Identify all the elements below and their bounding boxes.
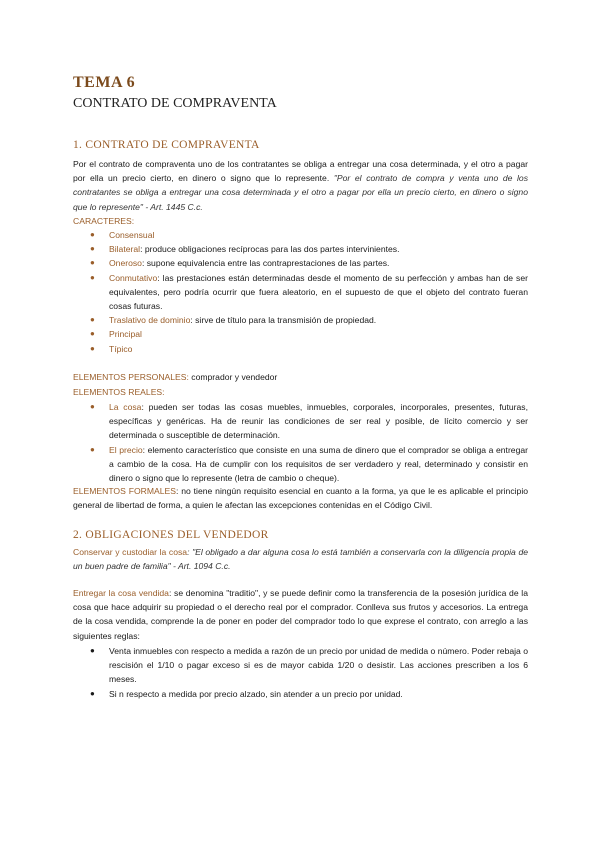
- list-item-term: Principal: [109, 329, 142, 340]
- list-item-desc: : pueden ser todas las cosas muebles, inmuebles, corporales, incorporales, presentes, futuras, específicas y genéricas. Ha de reunir las condiciones de ser real y posible, de lícito comercio y ser determinada o susceptible de determinación.: [109, 402, 528, 441]
- list-item-term: Conmutativo: [109, 272, 158, 283]
- list-item-term: Consensual: [109, 230, 155, 240]
- list-item-term: Bilateral: [109, 244, 141, 255]
- reglas-list: [73, 644, 528, 701]
- list-item: [73, 256, 528, 270]
- elementos-personales-text: comprador y vendedor: [191, 372, 278, 382]
- bullet-icon: ●: [90, 258, 95, 268]
- intro-citation: "Por el contrato de compra y venta uno de los contratantes se obliga a entregar una cosa determinada y el otro a pagar por ella un precio cierto, en dinero o signo que lo represente" - Art. 1445 C.c.: [73, 173, 528, 212]
- section-1-intro: [73, 157, 528, 214]
- conservar-label: Conservar y custodiar la cosa: [73, 547, 188, 557]
- entregar-label: Entregar la cosa vendida: [73, 588, 169, 598]
- list-item-term: El precio: [109, 444, 143, 455]
- list-item: [73, 687, 528, 701]
- bullet-icon: ●: [90, 272, 95, 282]
- list-item: [73, 443, 528, 486]
- list-item: [73, 313, 528, 327]
- elementos-formales: [73, 484, 528, 512]
- elementos-reales-label: ELEMENTOS REALES:: [73, 387, 165, 397]
- list-item-desc: : sirve de título para la transmisión de propiedad.: [190, 315, 377, 326]
- list-item-text: Venta inmuebles con respecto a medida a razón de un precio por unidad de medida o número. Poder rebaja o rescisión el 1/10 o pagar exceso si es de mayor cabida 1/20 o desistir. Las acciones prescriben a los 6 meses.: [109, 646, 528, 685]
- list-item-term: Típico: [109, 343, 133, 354]
- bullet-icon: ●: [90, 688, 95, 698]
- elementos-personales: [73, 370, 528, 384]
- elementos-reales-list: [73, 400, 528, 485]
- section-1-heading: 1. CONTRATO DE COMPRAVENTA: [73, 139, 260, 151]
- elementos-formales-text: : no tiene ningún requisito esencial en cuanto a la forma, ya que le es aplicable el principio general de libertad de forma, a quien le afectan las excepciones contenidas en el Código Civil.: [73, 486, 529, 511]
- list-item-desc: : las prestaciones están determinadas desde el momento de su perfección y ambas han de ser equivalentes, pero podría ocurrir que fuera aleatorio, en el supuesto de que el objeto del contrato fueran cosas futuras.: [109, 272, 528, 312]
- section-2-heading: 2. OBLIGACIONES DEL VENDEDOR: [73, 529, 269, 541]
- tema-title: TEMA 6: [73, 74, 136, 91]
- bullet-icon: ●: [90, 402, 95, 411]
- elementos-formales-label: ELEMENTOS FORMALES: [73, 486, 176, 496]
- list-item-term: La cosa: [109, 402, 142, 412]
- bullet-icon: ●: [90, 646, 95, 655]
- list-item-desc: : supone equivalencia entre las contraprestaciones de las partes.: [141, 258, 390, 269]
- bullet-icon: ●: [90, 230, 95, 239]
- list-item-desc: : produce obligaciones recíprocas para las dos partes intervinientes.: [140, 244, 400, 255]
- conservar-citation: : "El obligado a dar alguna cosa lo está también a conservarla con la diligencia propia de un buen padre de familia" - Art. 1094 C.c.: [73, 547, 529, 572]
- entregar-text: : se denomina "traditio", y se puede definir como la transferencia de la posesión jurídica de la cosa que hace adquirir su propiedad o el derecho real por el comprador. Conlleva sus frutos y accesorios. La entrega de la cosa vendida, comprende la de poner en poder del comprador todo lo que exprese el contrato, con arreglo a las siguientes reglas:: [73, 588, 528, 641]
- list-item-term: Traslativo de dominio: [109, 315, 191, 326]
- bullet-icon: ●: [90, 444, 95, 454]
- bullet-icon: ●: [90, 244, 95, 254]
- list-item-text: Si n respecto a medida por precio alzado, sin atender a un precio por unidad.: [109, 688, 403, 699]
- bullet-icon: ●: [90, 343, 95, 353]
- list-item: [73, 242, 528, 256]
- list-item: [73, 327, 528, 341]
- elementos-personales-label: ELEMENTOS PERSONALES:: [73, 372, 192, 382]
- list-item: [73, 228, 528, 242]
- list-item: [73, 342, 528, 356]
- caracteres-list: [73, 228, 528, 356]
- list-item: [73, 644, 528, 687]
- list-item: [73, 400, 528, 443]
- bullet-icon: ●: [90, 329, 95, 339]
- intro-text: Por el contrato de compraventa uno de los contratantes se obliga a entregar una cosa determinada, y el otro a pagar por ella un precio cierto, en dinero o signo que lo represente.: [73, 159, 528, 184]
- list-item-desc: : elemento característico que consiste en una suma de dinero que el comprador se obliga a entregar a cambio de la cosa. Ha de cumplir con los requisitos de ser verdadero y real, determinado y consistir en dinero o signo que lo represente (letra de cambio o cheque).: [109, 444, 529, 484]
- list-item-term: Oneroso: [109, 258, 142, 269]
- conservar-paragraph: [73, 545, 528, 573]
- list-item: [73, 271, 528, 314]
- entregar-paragraph: [73, 586, 528, 643]
- document-subtitle: CONTRATO DE COMPRAVENTA: [73, 96, 277, 111]
- caracteres-label: CARACTERES:: [73, 216, 135, 226]
- bullet-icon: ●: [90, 315, 95, 325]
